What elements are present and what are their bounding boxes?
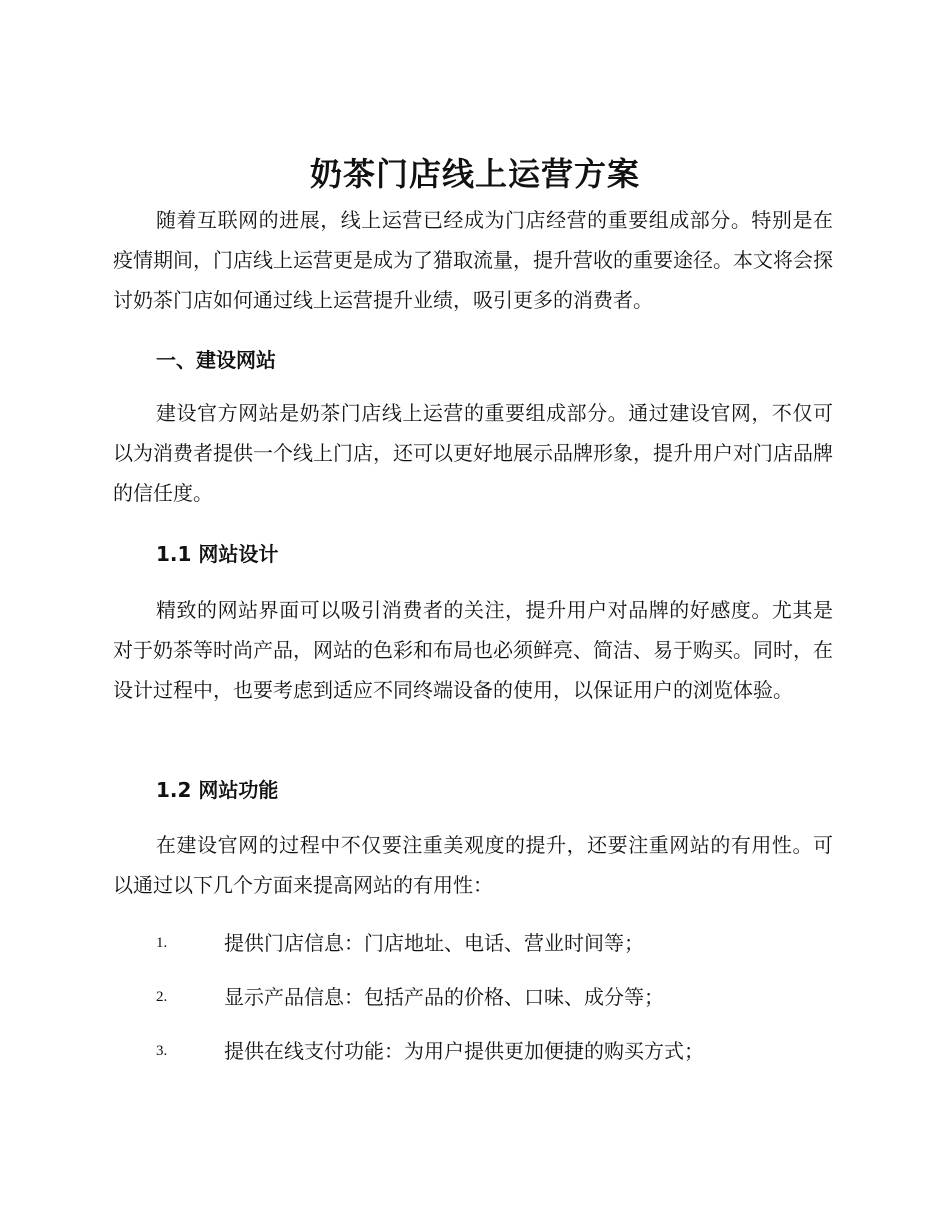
list-item (156, 1035, 836, 1067)
list-item-number: 3. (156, 1043, 168, 1059)
page-title: 奶茶门店线上运营方案 (309, 155, 640, 193)
list-item-text: 显示产品信息：包括产品的价格、口味、成分等； (224, 985, 664, 1009)
list-item-number: 1. (156, 935, 168, 951)
list-item (156, 981, 836, 1013)
intro-paragraph: 随着互联网的进展，线上运营已经成为门店经营的重要组成部分。特别是在疫情期间，门店线上运营更是成为了猎取流量，提升营收的重要途径。本文将会探讨奶茶门店如何通过线上运营提升业绩，吸引更多的消费者。 (113, 208, 833, 312)
list-item-text: 提供门店信息：门店地址、电话、营业时间等； (224, 931, 644, 955)
subsection-body-website-function: 在建设官网的过程中不仅要注重美观度的提升，还要注重网站的有用性。可以通过以下几个方面来提高网站的有用性： (113, 833, 833, 897)
section-heading-build-website: 一、建设网站 (156, 348, 276, 372)
list-item-number: 2. (156, 989, 168, 1005)
subsection-heading-website-design: 1.1 网站设计 (156, 542, 279, 566)
section-body-build-website: 建设官方网站是奶茶门店线上运营的重要组成部分。通过建设官网，不仅可以为消费者提供一个线上门店，还可以更好地展示品牌形象，提升用户对门店品牌的信任度。 (113, 401, 833, 505)
subsection-body-website-design: 精致的网站界面可以吸引消费者的关注，提升用户对品牌的好感度。尤其是对于奶茶等时尚产品，网站的色彩和布局也必须鲜亮、简洁、易于购买。同时，在设计过程中，也要考虑到适应不同终端设备的使用，以保证用户的浏览体验。 (113, 598, 833, 702)
subsection-heading-website-function: 1.2 网站功能 (156, 778, 279, 802)
list-item-text: 提供在线支付功能：为用户提供更加便捷的购买方式； (224, 1039, 704, 1063)
list-item (156, 927, 836, 959)
